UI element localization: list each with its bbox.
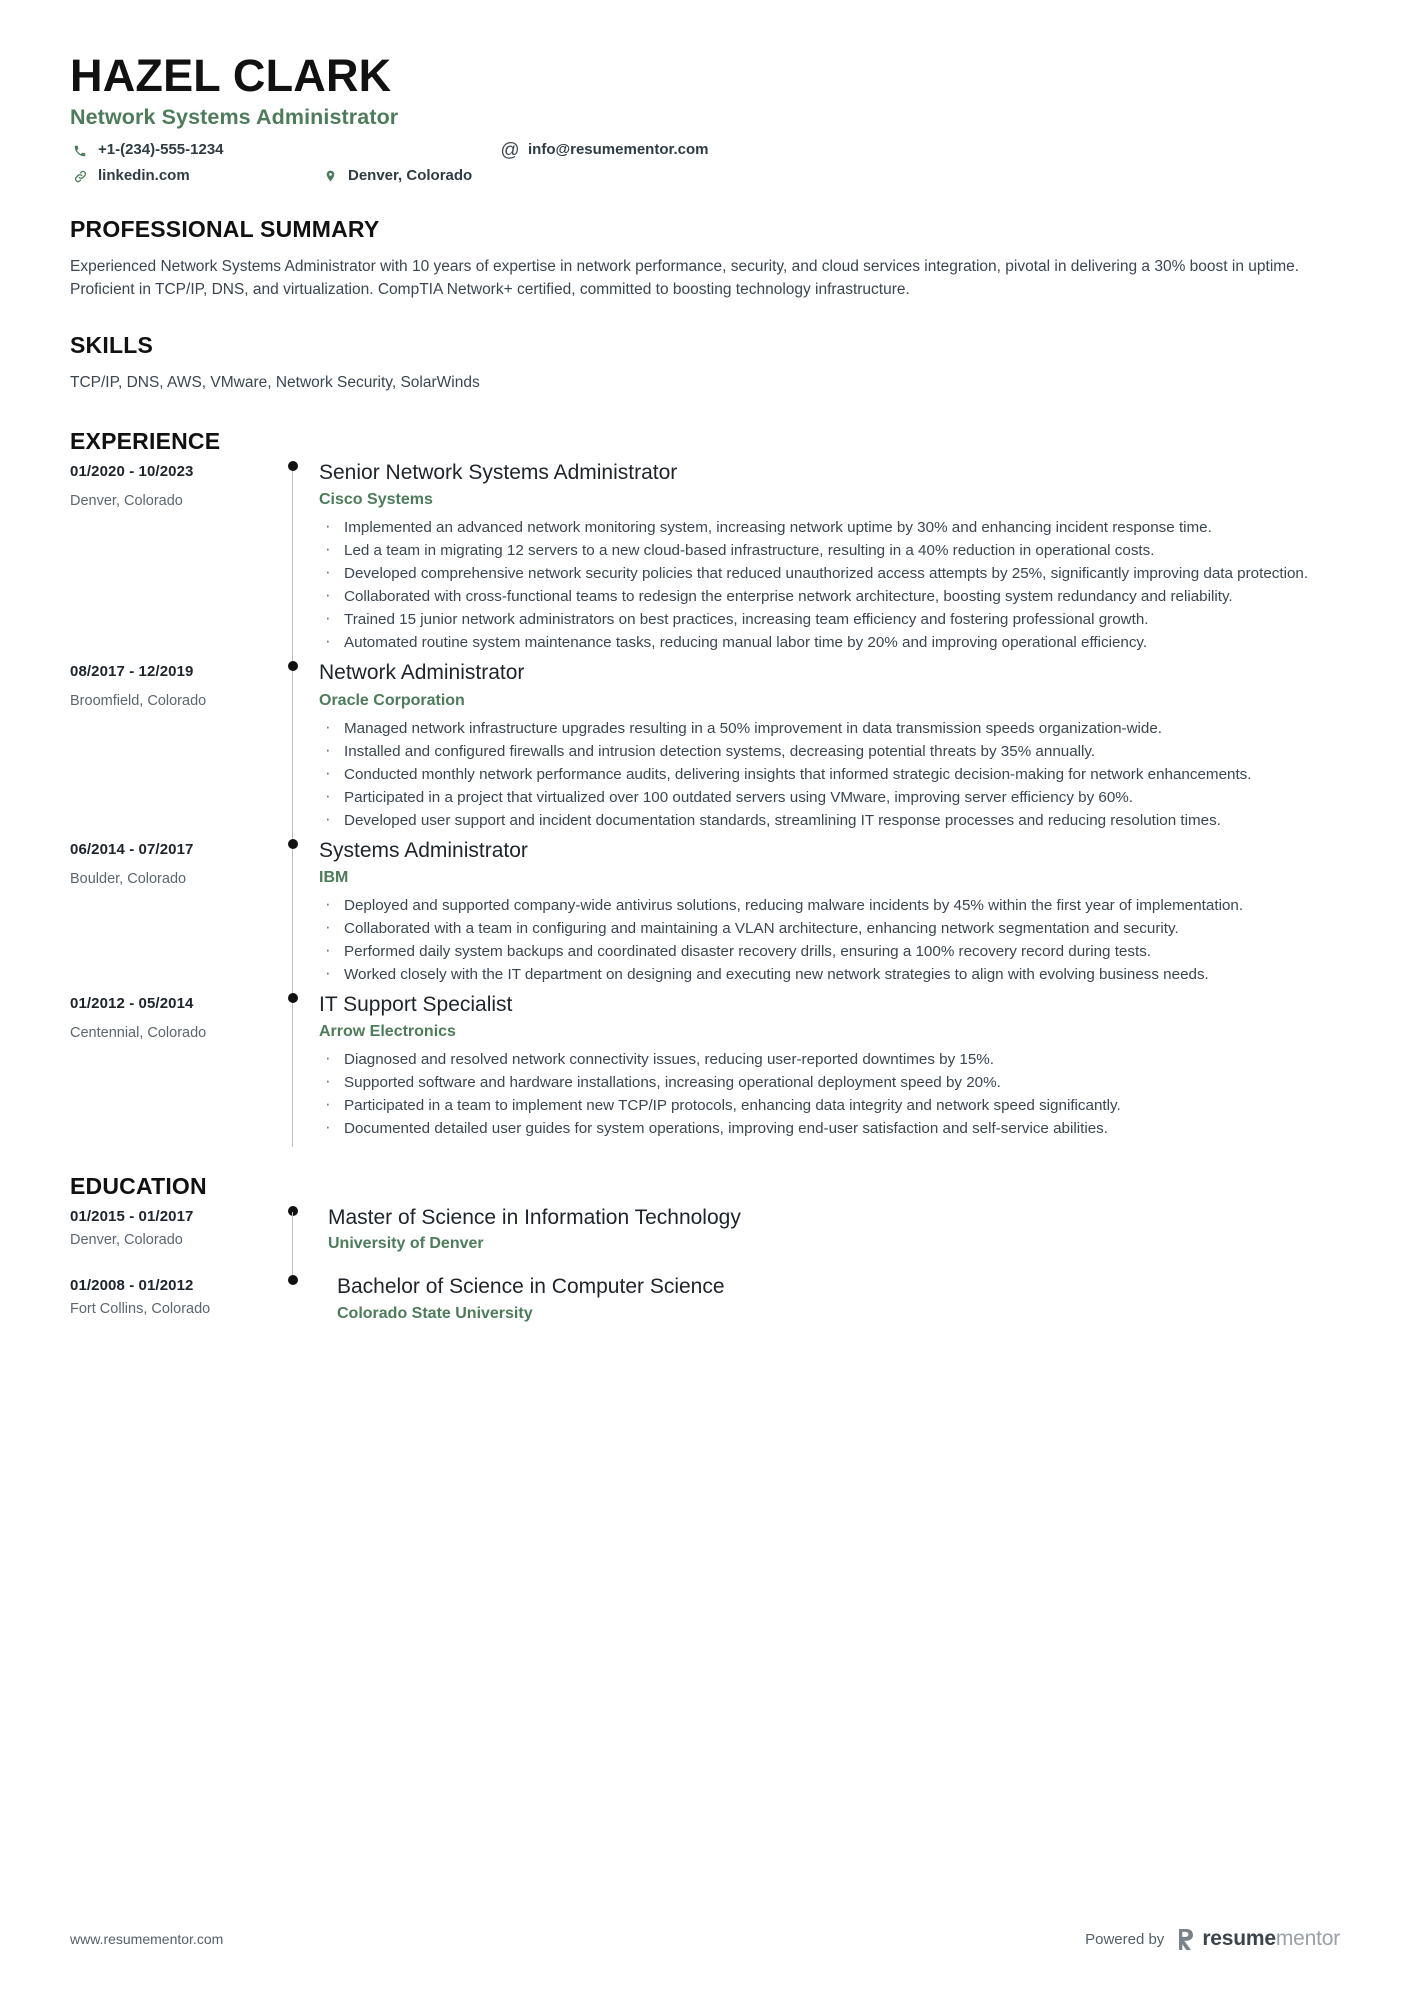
- timeline-line: [292, 1212, 293, 1275]
- timeline-rail: [275, 1275, 319, 1344]
- education-entry-body: [319, 1206, 1340, 1275]
- education-school: University of Denver: [328, 1235, 484, 1253]
- experience-bullet: · Worked closely with the IT department on designing and executing new network strategies to align with evolving business needs.: [319, 964, 1340, 986]
- experience-bullet: · Implemented an advanced network monitoring system, increasing network uptime by 30% and enhancing incident response time.: [319, 517, 1340, 539]
- contact-linkedin[interactable]: [70, 167, 320, 186]
- education-entry: [70, 1206, 1340, 1275]
- education-school: Colorado State University: [337, 1304, 533, 1322]
- footer-branding: [1085, 1927, 1340, 1951]
- contact-email-value: info@resumementor.com: [528, 141, 709, 159]
- summary-text: Experienced Network Systems Administrator with 10 years of expertise in network performance, security, and cloud services integration, pivotal in delivering a 30% boost in uptime. Proficient in TCP/IP, DNS, and virtualization. CompTIA Network+ certified, committed to boosting technology infrastructure.: [70, 257, 1300, 299]
- education-entry-meta: [70, 1275, 275, 1344]
- experience-company: IBM: [319, 868, 349, 886]
- education-entry: [70, 1275, 1340, 1344]
- resumementor-wordmark: [1202, 1927, 1340, 1951]
- timeline-dot: [288, 661, 298, 671]
- education-degree: Bachelor of Science in Computer Science: [337, 1275, 725, 1299]
- section-title-skills: SKILLS: [70, 331, 153, 358]
- experience-bullet: · Participated in a project that virtualized over 100 outdated servers using VMware, improving server efficiency by 60%.: [319, 787, 1340, 809]
- experience-bullet: · Deployed and supported company-wide antivirus solutions, reducing malware incidents by 45% within the first year of implementation.: [319, 895, 1340, 917]
- experience-location: Denver, Colorado: [70, 493, 183, 510]
- experience-entry-body: [319, 461, 1340, 661]
- section-title-experience: EXPERIENCE: [70, 428, 221, 455]
- timeline-rail: [275, 993, 319, 1147]
- link-icon: [70, 167, 90, 185]
- experience-entry-meta: [70, 993, 275, 1147]
- experience-bullet-list: [319, 517, 1340, 654]
- contact-location: [320, 167, 750, 186]
- experience-bullet: · Managed network infrastructure upgrades resulting in a 50% improvement in data transmission speeds organization-wide.: [319, 718, 1340, 740]
- education-entry-body: [319, 1275, 1340, 1344]
- experience-location: Boulder, Colorado: [70, 870, 187, 887]
- experience-bullet: · Conducted monthly network performance audits, delivering insights that informed strategic decision-making for network enhancements.: [319, 764, 1340, 786]
- experience-dates: 01/2020 - 10/2023: [70, 463, 194, 481]
- education-degree: Master of Science in Information Technology: [328, 1206, 741, 1230]
- timeline-rail: [275, 1206, 319, 1275]
- experience-bullet: · Developed user support and incident documentation standards, streamlining IT response processes and reducing resolution times.: [319, 810, 1340, 832]
- timeline-rail: [275, 839, 319, 993]
- contact-phone[interactable]: [70, 141, 500, 160]
- experience-company: Oracle Corporation: [319, 691, 465, 709]
- education-location: Fort Collins, Colorado: [70, 1301, 211, 1318]
- timeline-line: [292, 999, 293, 1147]
- timeline-rail: [275, 461, 319, 661]
- experience-company: Arrow Electronics: [319, 1023, 456, 1041]
- section-professional-summary: [70, 216, 1340, 302]
- email-at-icon: @: [500, 140, 520, 162]
- experience-location: Broomfield, Colorado: [70, 693, 207, 710]
- powered-by-label: Powered by: [1085, 1930, 1165, 1948]
- section-skills: [70, 332, 1340, 394]
- contact-linkedin-value: linkedin.com: [98, 167, 190, 184]
- page-footer: [70, 1927, 1340, 1951]
- experience-entry-meta: [70, 661, 275, 838]
- candidate-headline: Network Systems Administrator: [70, 105, 399, 130]
- education-location: Denver, Colorado: [70, 1232, 183, 1249]
- footer-website-url[interactable]: www.resumementor.com: [70, 1931, 224, 1947]
- experience-bullet: · Performed daily system backups and coordinated disaster recovery drills, ensuring a 100% recovery record during tests.: [319, 941, 1340, 963]
- brand-light-text: mentor: [1275, 1927, 1340, 1950]
- experience-dates: 06/2014 - 07/2017: [70, 840, 194, 858]
- resume-header: [70, 52, 1340, 186]
- timeline-dot: [288, 993, 298, 1003]
- section-experience: [70, 428, 1340, 1147]
- experience-dates: 08/2017 - 12/2019: [70, 663, 194, 681]
- experience-bullet: · Installed and configured firewalls and intrusion detection systems, decreasing potential threats by 35% annually.: [319, 741, 1340, 763]
- experience-bullet: · Diagnosed and resolved network connectivity issues, reducing user-reported downtimes by 15%.: [319, 1049, 1340, 1071]
- experience-entry: [70, 461, 1340, 661]
- resumementor-logo: [1178, 1927, 1340, 1951]
- experience-entry: [70, 993, 1340, 1147]
- experience-entry-meta: [70, 461, 275, 661]
- experience-bullet: · Documented detailed user guides for system operations, improving end-user satisfaction and self-service abilities.: [319, 1118, 1340, 1140]
- experience-bullet-list: [319, 895, 1340, 986]
- timeline-dot: [288, 461, 298, 471]
- timeline-dot: [288, 839, 298, 849]
- timeline-line: [292, 845, 293, 993]
- education-entry-meta: [70, 1206, 275, 1275]
- contact-details: [70, 141, 1070, 186]
- experience-bullet: · Automated routine system maintenance tasks, reducing manual labor time by 20% and improving operational efficiency.: [319, 632, 1340, 654]
- location-pin-icon: [320, 167, 340, 185]
- experience-entries: [70, 461, 1340, 1147]
- experience-bullet: · Led a team in migrating 12 servers to a new cloud-based infrastructure, resulting in a 40% reduction in operational costs.: [319, 540, 1340, 562]
- experience-entry: [70, 661, 1340, 838]
- experience-entry-body: [319, 661, 1340, 838]
- experience-bullet: · Collaborated with a team in configuring and maintaining a VLAN architecture, enhancing network segmentation and security.: [319, 918, 1340, 940]
- experience-job-title: IT Support Specialist: [319, 992, 513, 1016]
- timeline-line: [292, 467, 293, 661]
- experience-bullet-list: [319, 1049, 1340, 1140]
- phone-icon: [70, 142, 90, 160]
- experience-bullet: · Supported software and hardware installations, increasing operational deployment speed by 20%.: [319, 1072, 1340, 1094]
- section-education: [70, 1173, 1340, 1344]
- experience-company: Cisco Systems: [319, 491, 433, 509]
- experience-entry-body: [319, 993, 1340, 1147]
- experience-job-title: Network Administrator: [319, 661, 525, 685]
- experience-location: Centennial, Colorado: [70, 1024, 207, 1041]
- skills-list: TCP/IP, DNS, AWS, VMware, Network Security, SolarWinds: [70, 373, 480, 391]
- section-title-summary: PROFESSIONAL SUMMARY: [70, 215, 380, 242]
- experience-bullet: · Participated in a team to implement new TCP/IP protocols, enhancing data integrity and network speed significantly.: [319, 1095, 1340, 1117]
- education-dates: 01/2008 - 01/2012: [70, 1277, 194, 1295]
- education-dates: 01/2015 - 01/2017: [70, 1208, 194, 1226]
- brand-bold-text: resume: [1202, 1927, 1276, 1950]
- resumementor-mark-icon: [1178, 1928, 1197, 1951]
- experience-entry-meta: [70, 839, 275, 993]
- timeline-dot: [288, 1275, 298, 1285]
- experience-dates: 01/2012 - 05/2014: [70, 994, 194, 1012]
- timeline-rail: [275, 661, 319, 838]
- experience-bullet: · Trained 15 junior network administrators on best practices, increasing team efficiency and fostering professional growth.: [319, 609, 1340, 631]
- experience-bullet: · Collaborated with cross-functional teams to redesign the enterprise network architecture, boosting system redundancy and reliability.: [319, 586, 1340, 608]
- experience-bullet-list: [319, 718, 1340, 832]
- experience-entry-body: [319, 839, 1340, 993]
- contact-email[interactable]: [500, 141, 920, 160]
- section-title-education: EDUCATION: [70, 1173, 207, 1200]
- education-entries: [70, 1206, 1340, 1344]
- experience-job-title: Systems Administrator: [319, 838, 528, 862]
- experience-entry: [70, 839, 1340, 993]
- experience-job-title: Senior Network Systems Administrator: [319, 461, 678, 485]
- experience-bullet: · Developed comprehensive network security policies that reduced unauthorized access attempts by 25%, significantly improving data protection.: [319, 563, 1340, 585]
- candidate-name: HAZEL CLARK: [70, 50, 392, 101]
- contact-location-value: Denver, Colorado: [348, 167, 473, 184]
- timeline-line: [292, 667, 293, 838]
- contact-phone-value: +1-(234)-555-1234: [98, 141, 224, 159]
